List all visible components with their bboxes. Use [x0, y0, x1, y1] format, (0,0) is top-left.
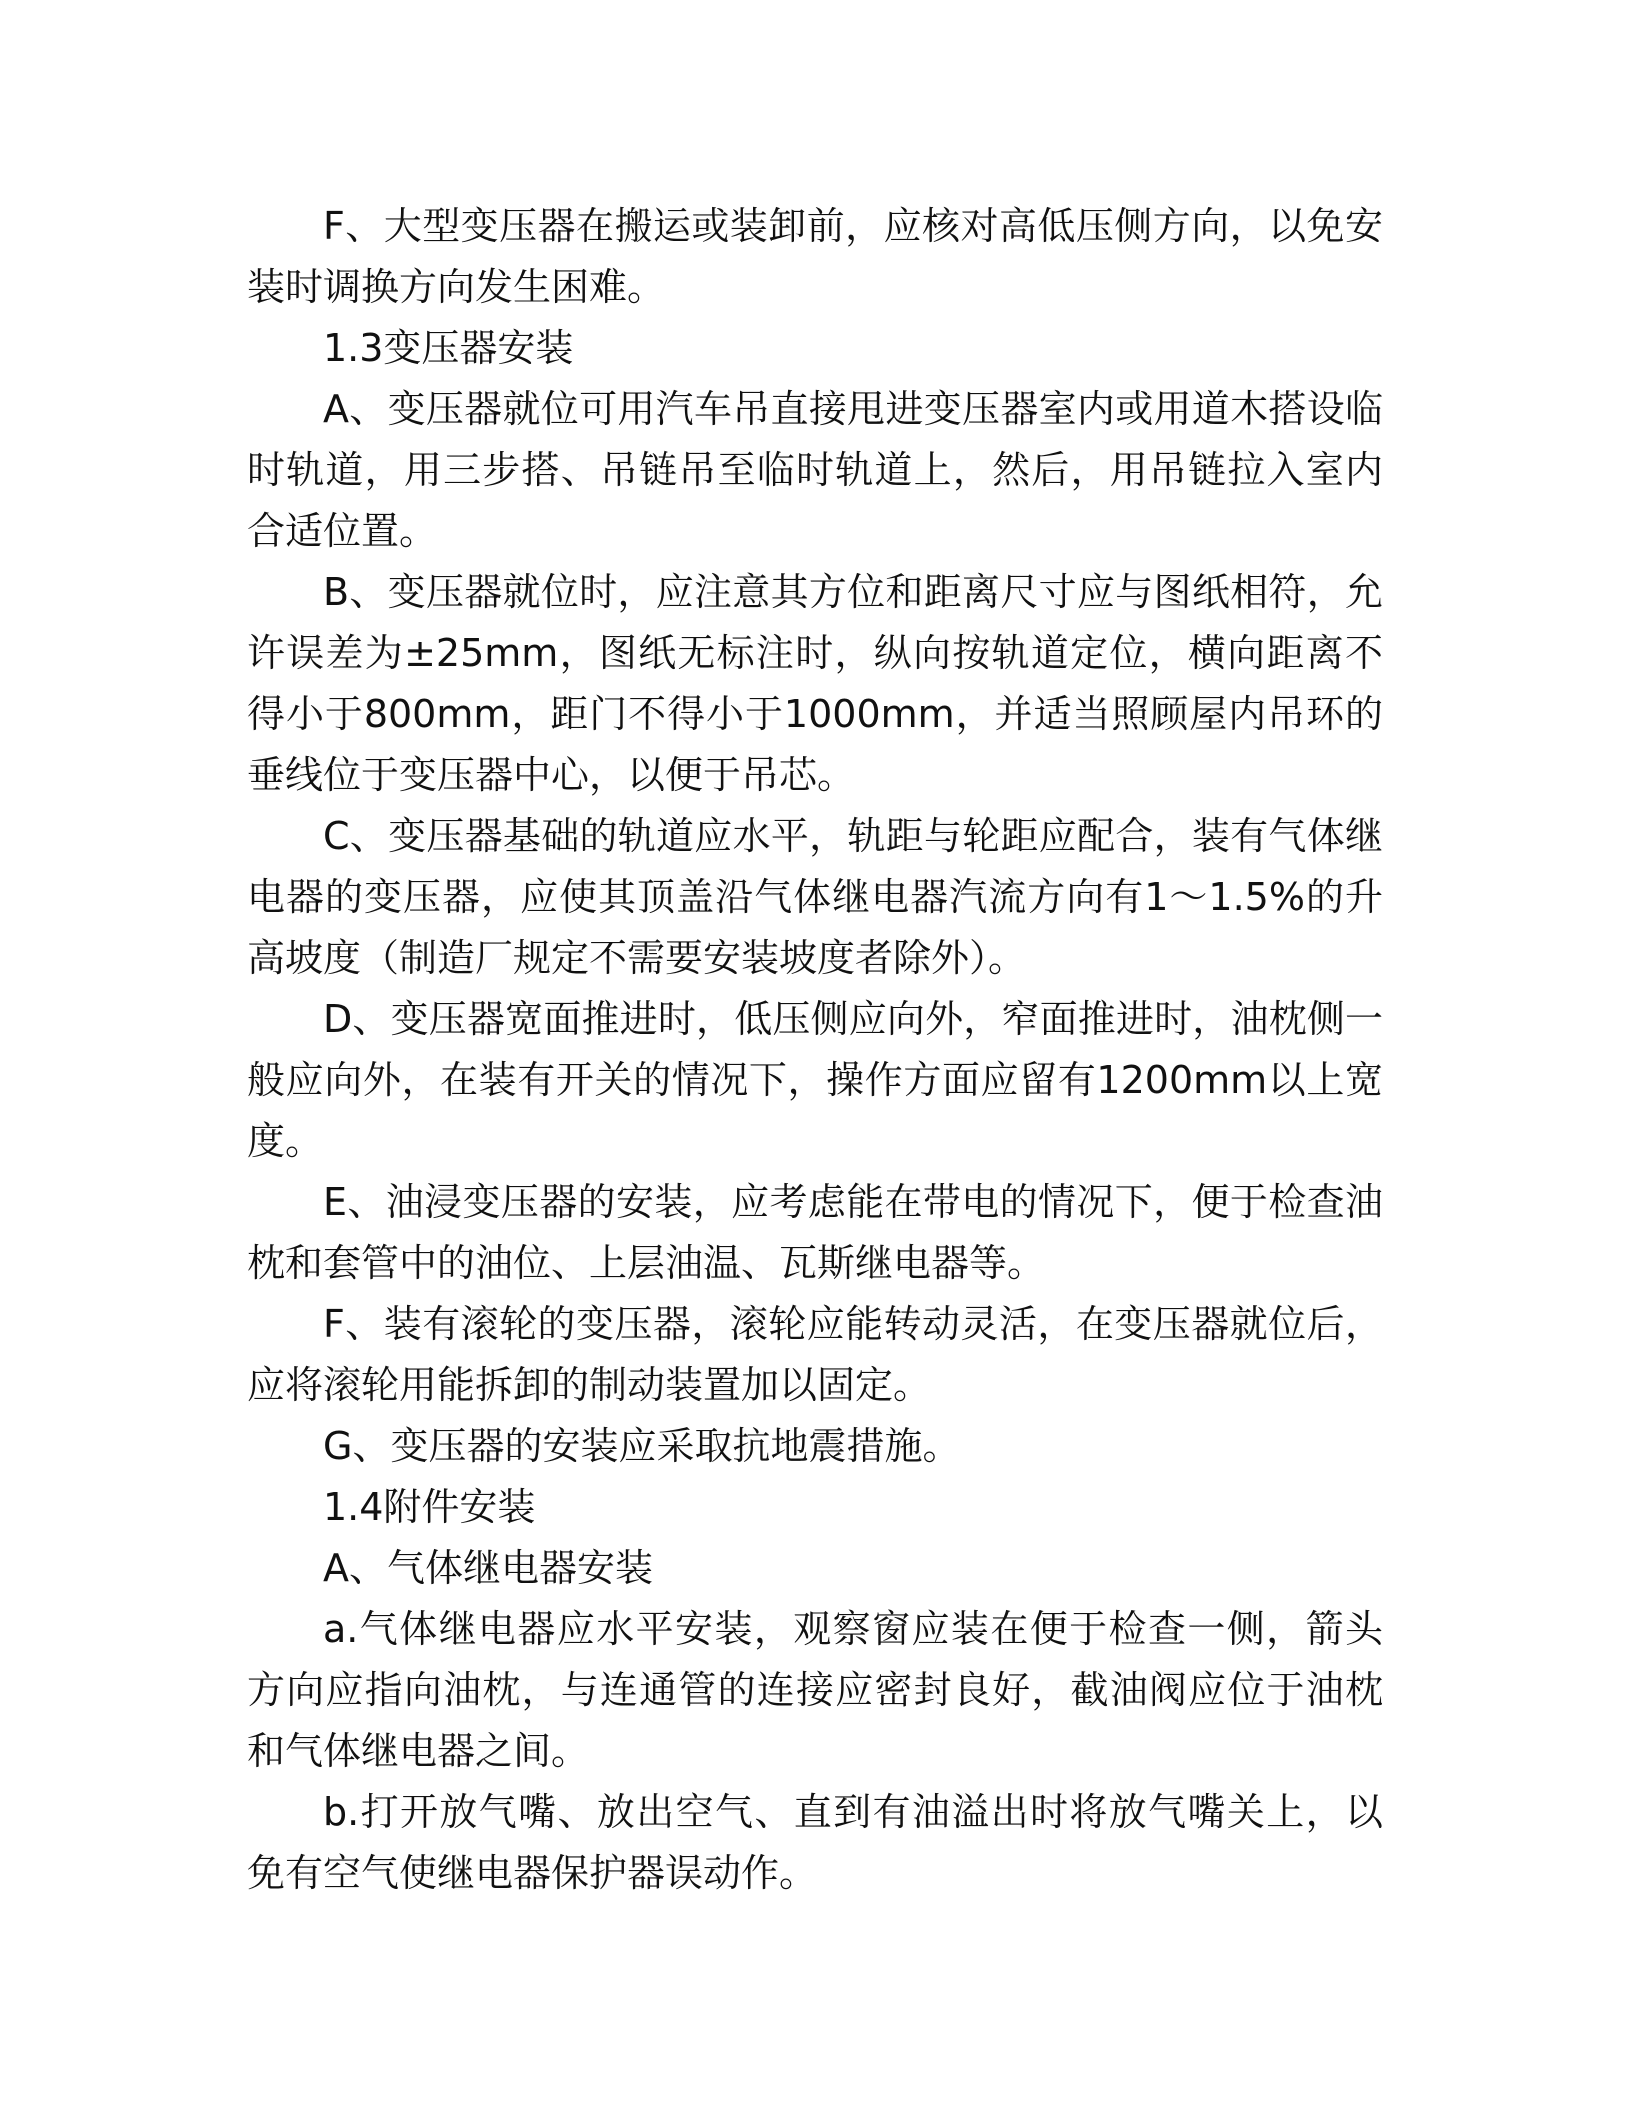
paragraph-oil-immersed-installation: E、油浸变压器的安装，应考虑能在带电的情况下，便于检查油枕和套管中的油位、上层油温、瓦斯继电器等。 [247, 1180, 1383, 1285]
paragraph-seismic-measures: G、变压器的安装应采取抗地震措施。 [323, 1424, 961, 1468]
paragraph-foundation-rail: C、变压器基础的轨道应水平，轨距与轮距应配合，装有气体继电器的变压器，应使其顶盖沿气体继电器汽流方向有1～1.5%的升高坡度（制造厂规定不需要安装坡度者除外）。 [247, 814, 1383, 980]
paragraph-gas-relay-position: a.气体继电器应水平安装，观察窗应装在便于检查一侧，箭头方向应指向油枕，与连通管的连接应密封良好，截油阀应位于油枕和气体继电器之间。 [247, 1607, 1383, 1773]
paragraph-roller-fixing: F、装有滚轮的变压器，滚轮应能转动灵活，在变压器就位后，应将滚轮用能拆卸的制动装置加以固定。 [247, 1302, 1383, 1407]
paragraph-positioning-method: A、变压器就位可用汽车吊直接甩进变压器室内或用道木搭设临时轨道，用三步搭、吊链吊至临时轨道上，然后，用吊链拉入室内合适位置。 [247, 387, 1383, 553]
document-body [247, 196, 1383, 1904]
paragraph-positioning-tolerance: B、变压器就位时，应注意其方位和距离尺寸应与图纸相符，允许误差为±25mm，图纸无标注时，纵向按轨道定位，横向距离不得小于800mm，距门不得小于1000mm，并适当照顾屋内吊环的垂线位于变压器中心，以便于吊芯。 [247, 570, 1383, 797]
section-heading-transformer-installation: 1.3变压器安装 [323, 326, 574, 370]
paragraph-push-direction: D、变压器宽面推进时，低压侧应向外，窄面推进时，油枕侧一般应向外，在装有开关的情况下，操作方面应留有1200mm以上宽度。 [247, 997, 1383, 1163]
paragraph-air-release: b.打开放气嘴、放出空气、直到有油溢出时将放气嘴关上，以免有空气使继电器保护器误动作。 [247, 1790, 1383, 1895]
section-heading-accessory-installation: 1.4附件安装 [323, 1485, 536, 1529]
paragraph-transport-direction: F、大型变压器在搬运或装卸前，应核对高低压侧方向，以免安装时调换方向发生困难。 [247, 204, 1383, 309]
subheading-gas-relay-installation: A、气体继电器安装 [323, 1546, 653, 1590]
